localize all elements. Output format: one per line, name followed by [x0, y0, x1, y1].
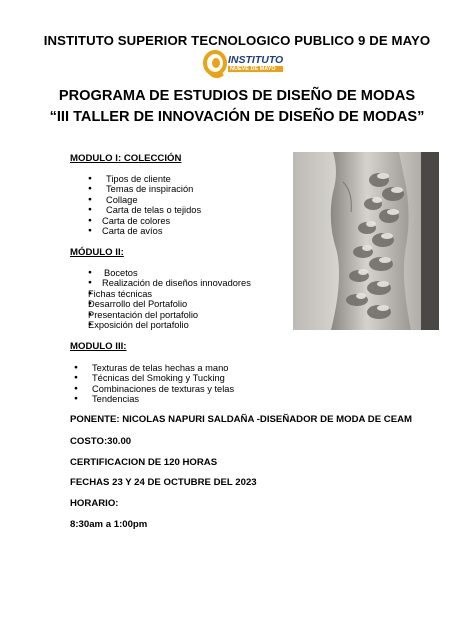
- list-item: ● Presentación del portafolio: [88, 310, 251, 320]
- list-item: ● Collage: [88, 195, 201, 205]
- schedule-label: HORARIO:: [70, 498, 119, 509]
- institute-logo: [203, 50, 285, 84]
- mannequin-photo: [293, 152, 439, 330]
- list-item: ● Tendencias: [74, 394, 234, 404]
- module-3-list: [74, 363, 234, 405]
- institute-title: INSTITUTO SUPERIOR TECNOLOGICO PUBLICO 9 DE MAYO: [43, 33, 431, 48]
- speaker-text: PONENTE: NICOLAS NAPURI SALDAÑA -DISEÑADOR DE MODA DE CEAM: [70, 414, 413, 425]
- list-item: ● Temas de inspiración: [88, 184, 201, 194]
- module-1-title: MODULO I: COLECCIÓN: [70, 153, 182, 164]
- list-item: ● Tipos de cliente: [88, 174, 201, 184]
- cost-text: COSTO:30.00: [70, 436, 132, 447]
- list-item: ● Combinaciones de texturas y telas: [74, 384, 234, 394]
- list-item: ● Fichas técnicas: [88, 289, 251, 299]
- list-item: ● Desarrollo del Portafolio: [88, 299, 251, 309]
- module-3-title: MODULO III:: [70, 341, 127, 352]
- list-item: ● Exposición del portafolio: [88, 320, 251, 330]
- list-item: ● Realización de diseños innovadores: [88, 278, 251, 288]
- list-item: ● Carta de avíos: [88, 226, 201, 236]
- module-2-title: MÓDULO II:: [70, 247, 124, 258]
- certification-text: CERTIFICACION DE 120 HORAS: [70, 457, 218, 468]
- list-item: ● Bocetos: [88, 268, 251, 278]
- dates-text: FECHAS 23 Y 24 DE OCTUBRE DEL 2023: [70, 477, 257, 488]
- list-item: ● Técnicas del Smoking y Tucking: [74, 373, 234, 383]
- schedule-value: 8:30am a 1:00pm: [70, 519, 148, 530]
- list-item: ● Texturas de telas hechas a mano: [74, 363, 234, 373]
- institute-logo-icon: [203, 50, 229, 84]
- list-item: ● Carta de colores: [88, 216, 201, 226]
- module-2-list: [88, 268, 251, 330]
- logo-text: INSTITUTO: [228, 54, 284, 66]
- program-title: PROGRAMA DE ESTUDIOS DE DISEÑO DE MODAS: [58, 88, 416, 104]
- logo-subtext: NUEVE DE MAYO: [228, 66, 283, 72]
- event-title: “III TALLER DE INNOVACIÓN DE DISEÑO DE MODAS”: [49, 109, 425, 125]
- mannequin-image: [293, 152, 439, 330]
- list-item: ● Carta de telas o tejidos: [88, 205, 201, 215]
- module-1-list: [88, 174, 201, 236]
